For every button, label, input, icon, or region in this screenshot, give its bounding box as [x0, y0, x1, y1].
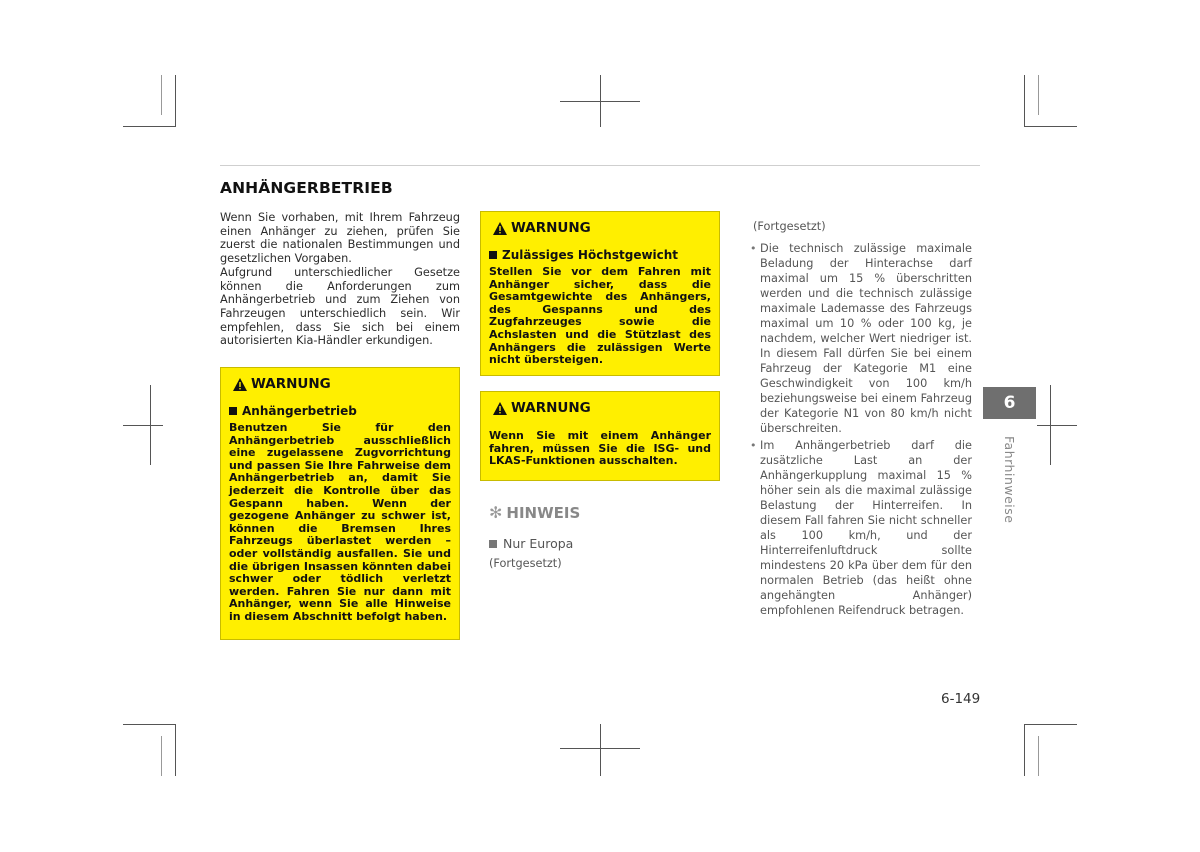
list-item-text: Im Anhängerbetrieb darf die zusätzliche Last an der Anhängerkupplung maximal 15 % höher sein als die maximal zulässige Belastung der Hinterreifen. In diesem Fall fahren Sie nicht schneller als 100 km/h, und der Hinterreifenluftdruck sollte mindestens 20 kPa über dem für den normalen Betrieb (das heißt ohne angehängten Anhänger) empfohlenen Reifendruck betragen.: [760, 439, 972, 617]
warning-subheading: [229, 404, 451, 418]
warning-box-hoechstgewicht: [480, 211, 720, 376]
list-item: [750, 241, 972, 436]
warning-text: Wenn Sie mit einem Anhänger fahren, müssen Sie die ISG- und LKAS-Funktionen ausschalten.: [489, 429, 711, 468]
warning-text: Stellen Sie vor dem Fahren mit Anhänger sicher, dass die Gesamtgewichte des Anhängers, des Gespanns und des Zugfahrzeuges sowie die Achslasten und die Stützlast des Anhängers die zulässigen Werte nicht übersteigen.: [489, 265, 711, 367]
warning-subheading: [489, 248, 711, 262]
intro-text: [220, 211, 460, 348]
warning-text: Benutzen Sie für den Anhängerbetrieb ausschließlich eine zugelassene Zugvorrichtung und passen Sie Ihre Fahrweise dem Anhängerbetrieb an, damit Sie jederzeit die Kontrolle über das Gespann haben. Wenn der gezogene Anhänger zu schwer ist, können die Bremsen Ihres Fahrzeugs überlastet werden – oder vollständig ausfallen. Sie und die übrigen Insassen könnten dabei schwer oder tödlich verletzt werden. Fahren Sie nur dann mit Anhänger, wenn Sie alle Hinweise in diesem Abschnitt befolgt haben.: [229, 421, 451, 623]
warning-triangle-icon: [493, 402, 507, 415]
list-item: [750, 438, 972, 618]
bullet-dot: •: [750, 242, 757, 255]
hinweis-item-label: Nur Europa: [503, 536, 574, 551]
warning-heading: [233, 376, 451, 392]
chapter-number-tab: 6: [983, 387, 1036, 419]
list-item-text: Die technisch zulässige maximale Beladung der Hinterachse darf maximal um 15 % überschritten werden und die technisch zulässige maximale Lademasse des Fahrzeugs maximal um 10 % oder 100 kg, je nachdem, welcher Wert niedriger ist. In diesem Fall dürfen Sie bei einem Fahrzeug der Kategorie M1 eine Geschwindigkeit von 100 km/h beziehungsweise bei einem Fahrzeug der Kategorie N1 von 80 km/h nicht überschreiten.: [760, 242, 972, 435]
square-bullet-icon: [489, 251, 497, 259]
hinweis-item: [489, 536, 573, 551]
continued-note: (Fortgesetzt): [489, 557, 562, 570]
chapter-label: Fahrhinweise: [1002, 436, 1017, 524]
warning-heading: [493, 220, 711, 236]
warning-subheading-label: Anhängerbetrieb: [242, 404, 357, 418]
header-rule: [220, 165, 980, 166]
square-bullet-icon: [229, 407, 237, 415]
continued-note: (Fortgesetzt): [753, 220, 826, 233]
warning-triangle-icon: [233, 378, 247, 391]
warning-box-anhaengerbetrieb: [220, 367, 460, 640]
warning-subheading-label: Zulässiges Höchstgewicht: [502, 248, 679, 262]
right-column: [750, 220, 972, 620]
hinweis-heading-label: HINWEIS: [506, 503, 581, 522]
intro-paragraph: Wenn Sie vorhaben, mit Ihrem Fahrzeug einen Anhänger zu ziehen, prüfen Sie zuerst die nationalen Bestimmungen und gesetzlichen Vorgaben.: [220, 211, 460, 266]
warning-heading-label: WARNUNG: [511, 220, 591, 236]
asterisk-icon: ✻: [489, 503, 503, 522]
warning-heading-label: WARNUNG: [251, 376, 331, 392]
bullet-dot: •: [750, 439, 757, 452]
page-number: 6-149: [941, 691, 981, 707]
warning-heading: [493, 400, 711, 416]
intro-paragraph: Aufgrund unterschiedlicher Gesetze können die Anforderungen zum Anhängerbetrieb und zum Ziehen von Fahrzeugen unterschiedlich sein. Wir empfehlen, dass Sie sich bei einem autorisierten Kia-Händler erkundigen.: [220, 265, 460, 348]
warning-heading-label: WARNUNG: [511, 400, 591, 416]
warning-box-isg-lkas: [480, 391, 720, 481]
hinweis-heading: [489, 503, 580, 522]
warning-triangle-icon: [493, 222, 507, 235]
section-title: ANHÄNGERBETRIEB: [220, 179, 393, 197]
square-bullet-icon: [489, 540, 497, 548]
